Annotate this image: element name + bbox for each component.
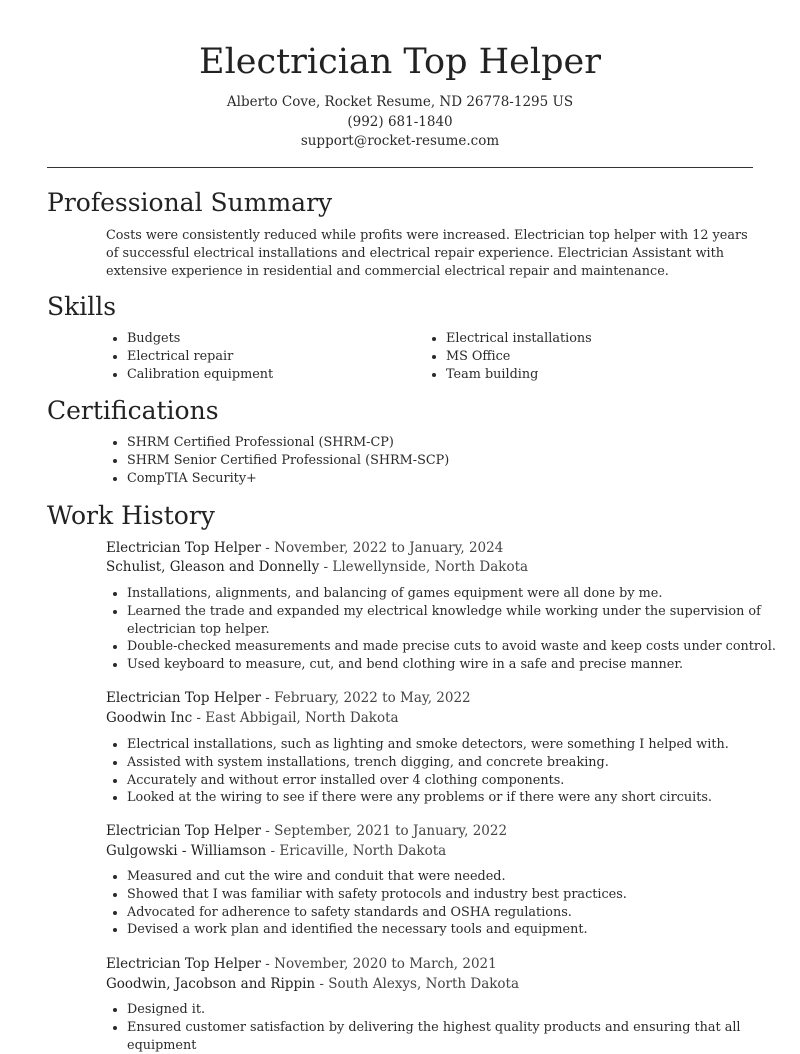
job-dates: November, 2022 to January, 2024 [274,540,504,556]
certifications-list [106,434,777,487]
job-bullet: • Installations, alignments, and balancing of games equipment were all done by me. [127,585,777,603]
skills-list-left [106,330,427,383]
job-dates: September, 2021 to January, 2022 [274,823,508,839]
job-bullet: • Showed that I was familiar with safety protocols and industry best practices. [127,886,777,904]
skills-heading: Skills [47,292,117,321]
job-company-line [106,975,519,994]
certification-item: • CompTIA Security+ [127,470,777,488]
separator: - [192,710,206,726]
job-bullet: • Accurately and without error installed over 4 clothing components. [127,772,777,790]
job-title-line [106,539,503,558]
certification-item: • SHRM Senior Certified Professional (SHRM-SCP) [127,452,777,470]
job-company: Gulgowski - Williamson [106,843,267,859]
job-company-line [106,558,528,577]
job-title: Electrician Top Helper [106,823,262,839]
certifications-heading: Certifications [47,396,219,425]
separator: - [315,976,329,992]
job-bullet: • Looked at the wiring to see if there were any problems or if there were any short circuits. [127,789,777,807]
job-company: Schulist, Gleason and Donnelly [106,559,320,575]
summary-heading: Professional Summary [47,188,333,217]
job-location: South Alexys, North Dakota [328,976,520,992]
separator: - [261,540,275,556]
summary-text: Costs were consistently reduced while profits were increased. Electrician top helper with 12 years of successful electrical installations and electrical repair experience. Electrician Assistant with extensive experience in residential and commercial electrical repair and maintenance. [106,228,748,279]
certification-item: • SHRM Certified Professional (SHRM-CP) [127,434,777,452]
job-bullet: • Electrical installations, such as lighting and smoke detectors, were something I helped with. [127,736,777,754]
job-location: Llewellynside, North Dakota [332,559,529,575]
job-location: Ericaville, North Dakota [279,843,447,859]
job-bullet: • Designed it. [127,1001,777,1019]
job-bullet: • Ensured customer satisfaction by delivering the highest quality products and ensuring that all equipment [127,1019,777,1054]
skill-item: • Team building [446,366,766,384]
job-company-line [106,709,399,728]
skill-item: • MS Office [446,348,766,366]
job-bullet: • Devised a work plan and identified the necessary tools and equipment. [127,921,777,939]
skill-item: • Electrical installations [446,330,766,348]
job-title: Electrician Top Helper [106,956,262,972]
contact-email: support@rocket-resume.com [300,133,500,149]
job-bullets [106,585,777,674]
separator: - [266,843,280,859]
skills-list-right [425,330,766,383]
separator: - [261,956,275,972]
job-bullet: • Assisted with system installations, trench digging, and concrete breaking. [127,754,777,772]
header-divider [47,167,753,168]
separator: - [261,690,275,706]
separator: - [261,823,275,839]
job-bullets [106,868,777,939]
separator: - [319,559,333,575]
job-bullet: • Measured and cut the wire and conduit that were needed. [127,868,777,886]
job-title: Electrician Top Helper [106,540,262,556]
job-dates: February, 2022 to May, 2022 [274,690,471,706]
job-dates: November, 2020 to March, 2021 [274,956,497,972]
job-bullet: • Learned the trade and expanded my electrical knowledge while working under the supervision of electrician top helper. [127,603,777,639]
job-bullet: • Double-checked measurements and made precise cuts to avoid waste and keep costs under control. [127,638,777,656]
job-company-line [106,842,446,861]
job-title: Electrician Top Helper [106,690,262,706]
skill-item: • Electrical repair [127,348,427,366]
skill-item: • Calibration equipment [127,366,427,384]
job-bullets [106,736,777,807]
job-bullets [106,1001,777,1054]
resume-name: Electrician Top Helper [199,42,601,82]
job-bullet: • Advocated for adherence to safety standards and OSHA regulations. [127,904,777,922]
skill-item: • Budgets [127,330,427,348]
contact-address: Alberto Cove, Rocket Resume, ND 26778-1295 US [226,94,574,110]
contact-phone: (992) 681-1840 [347,114,453,130]
job-bullet: • Used keyboard to measure, cut, and bend clothing wire in a safe and precise manner. [127,656,777,674]
job-company: Goodwin, Jacobson and Rippin [106,976,316,992]
job-title-line [106,689,471,708]
work-history-heading: Work History [47,501,215,530]
job-company: Goodwin Inc [106,710,193,726]
job-location: East Abbigail, North Dakota [205,710,399,726]
job-title-line [106,822,507,841]
job-title-line [106,955,497,974]
